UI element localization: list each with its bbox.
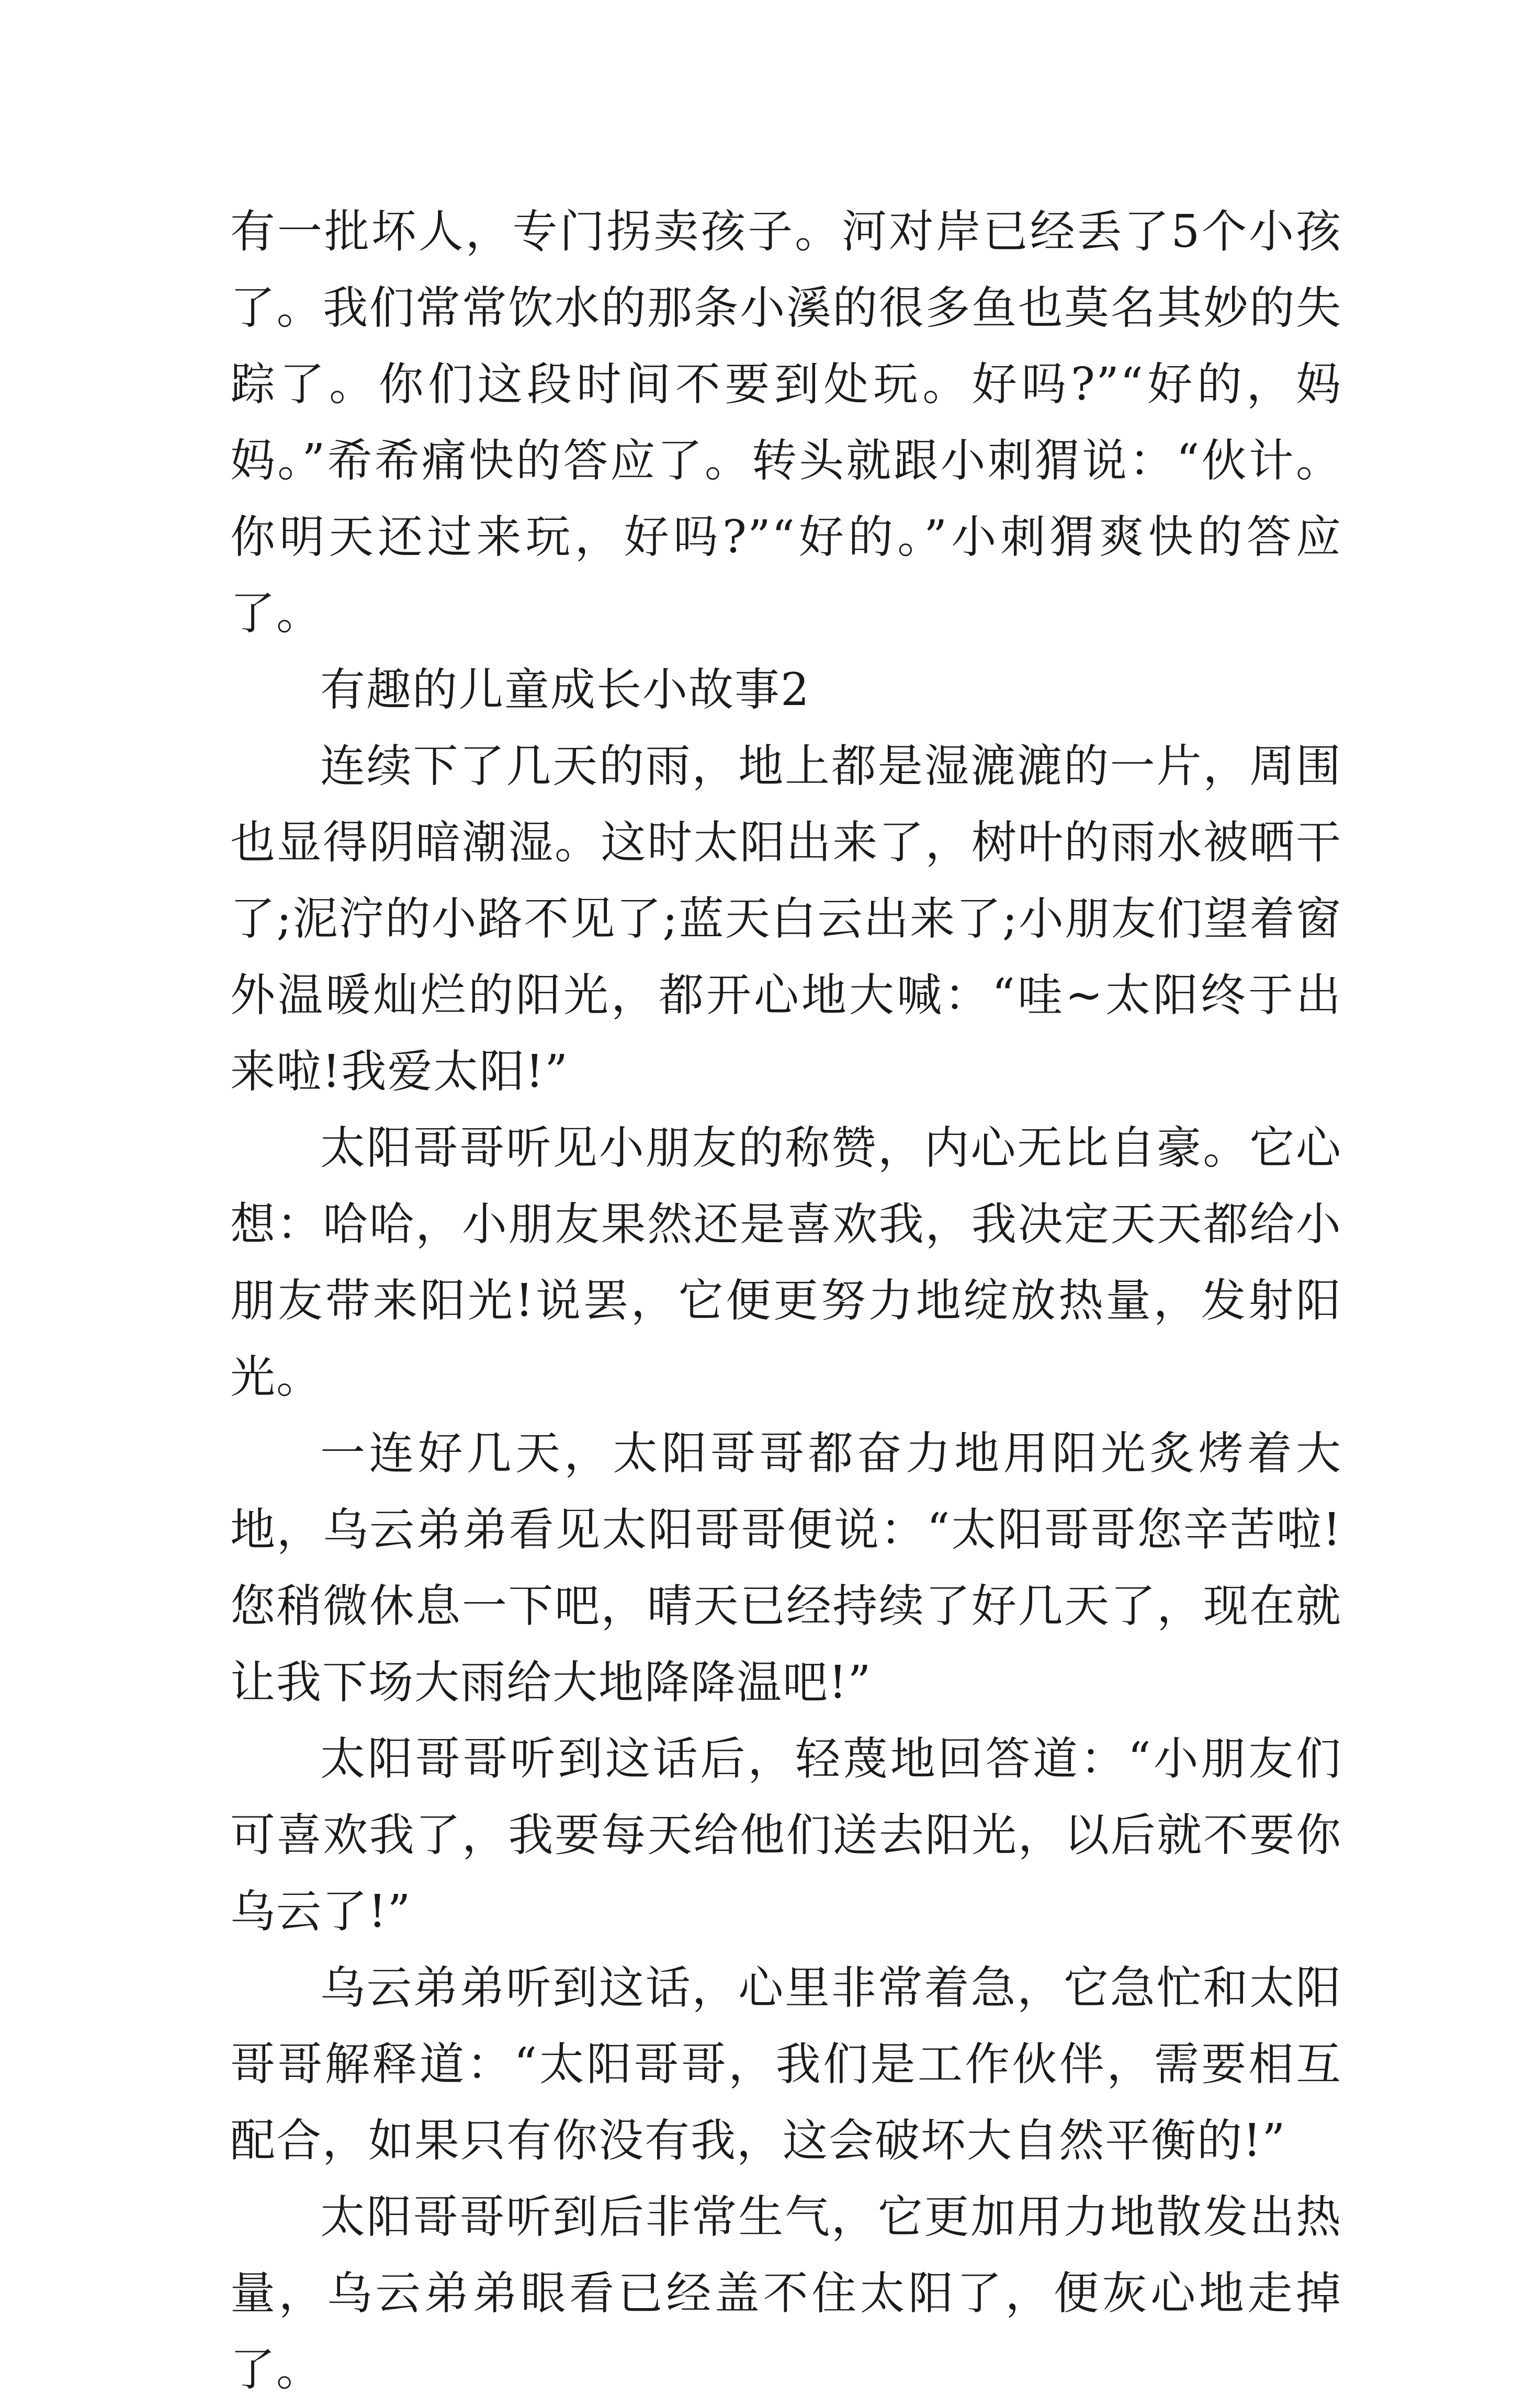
paragraph-6: 乌云弟弟听到这话，心里非常着急，它急忙和太阳哥哥解释道：“太阳哥哥，我们是工作伙伴，需要相互配合，如果只有你没有我，这会破坏大自然平衡的!” [230,1962,1342,2167]
paragraph-7: 太阳哥哥听到后非常生气，它更加用力地散发出热量，乌云弟弟眼看已经盖不住太阳了，便灰心地走掉了。 [230,2191,1342,2396]
paragraph-4: 一连好几天，太阳哥哥都奋力地用阳光炙烤着大地，乌云弟弟看见太阳哥哥便说：“太阳哥哥您辛苦啦!您稍微休息一下吧，晴天已经持续了好几天了，现在就让我下场大雨给大地降降温吧!” [230,1427,1342,1709]
paragraph-2: 连续下了几天的雨，地上都是湿漉漉的一片，周围也显得阴暗潮湿。这时太阳出来了，树叶的雨水被晒干了;泥泞的小路不见了;蓝天白云出来了;小朋友们望着窗外温暖灿烂的阳光，都开心地大喊：“哇~太阳终于出来啦!我爱太阳!” [230,740,1342,1098]
document-body [230,194,1342,2408]
paragraph-1: 有一批坏人，专门拐卖孩子。河对岸已经丢了5个小孩了。我们常常饮水的那条小溪的很多鱼也莫名其妙的失踪了。你们这段时间不要到处玩。好吗?”“好的，妈妈。”希希痛快的答应了。转头就跟小刺猬说：“伙计。你明天还过来玩，好吗?”“好的。”小刺猬爽快的答应了。 [230,206,1342,640]
paragraph-5: 太阳哥哥听到这话后，轻蔑地回答道：“小朋友们可喜欢我了，我要每天给他们送去阳光，以后就不要你乌云了!” [230,1733,1342,1938]
paragraph-3: 太阳哥哥听见小朋友的称赞，内心无比自豪。它心想：哈哈，小朋友果然还是喜欢我，我决定天天都给小朋友带来阳光!说罢，它便更努力地绽放热量，发射阳光。 [230,1122,1342,1403]
story-title-2: 有趣的儿童成长小故事2 [320,664,810,716]
